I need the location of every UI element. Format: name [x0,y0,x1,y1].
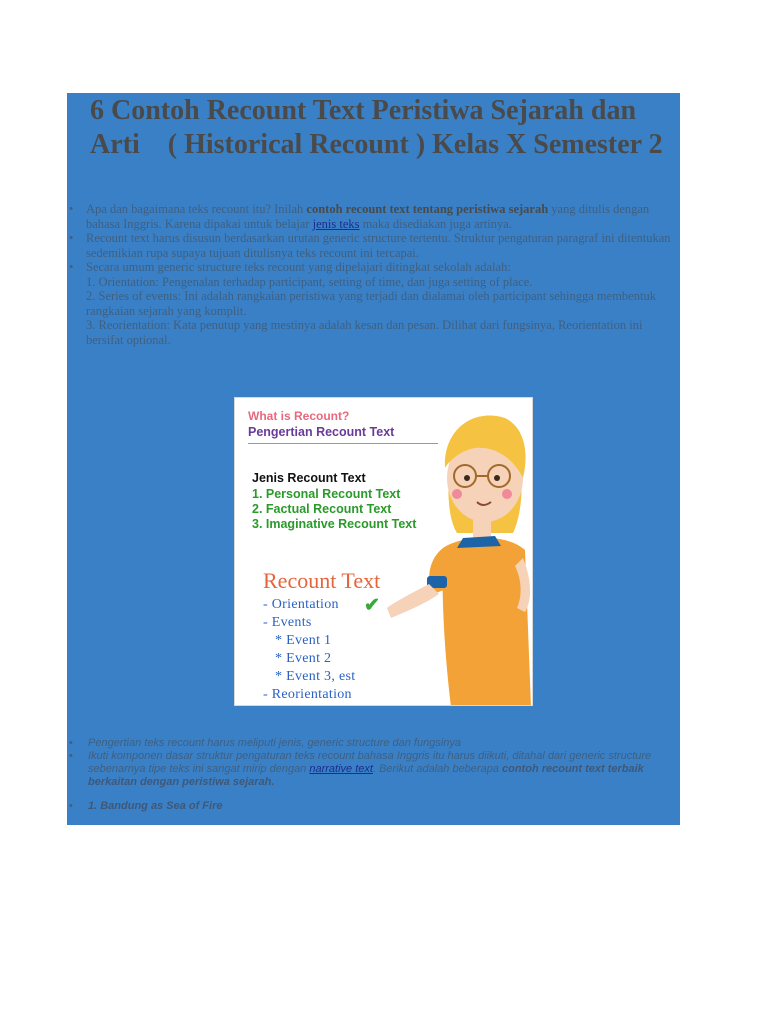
intro-bullet-list [67,202,677,347]
article-bullet-list [67,737,677,813]
bullet-icon: • [69,737,73,749]
bold-text: contoh recount text tentang peristiwa sejarah [306,202,549,216]
list-item [67,750,677,789]
structure-item: - Reorientation [263,687,352,702]
check-icon: ✔ [364,595,380,616]
jenis-item: 3. Imaginative Recount Text [252,517,417,531]
structure-item: * Event 1 [275,633,332,648]
structure-events-item: 2. Series of events: Ini adalah rangkaian peristiwa yang terjadi dan dialamai oleh participant sehingga membentuk rangkaian sejarah yang komplit. [86,289,656,318]
bullet-icon: • [69,800,73,812]
bullet-icon: • [69,260,74,274]
jenis-item: 2. Factual Recount Text [252,502,392,516]
bullet-item [67,260,677,275]
recount-text-infographic [234,397,533,706]
bullet-item [67,231,677,260]
bullet-icon: • [69,231,74,245]
list-item [67,737,677,750]
bullet-text: Apa dan bagaimana teks recount itu? Inilah [86,202,307,216]
structure-item: - Orientation [263,597,339,612]
small-highlight-block [67,710,87,725]
jenis-recount-heading: Jenis Recount Text [252,471,366,485]
list-item-text: . Berikut adalah beberapa [372,763,502,775]
bullet-item [67,202,677,231]
structure-reorientation-item: 3. Reorientation: Kata penutup yang mestinya adalah kesan dan pesan. Dilihat dari fungsinya, Reorientation ini bersifat optional. [86,318,643,347]
bullet-icon: • [69,202,74,216]
structure-item: * Event 2 [275,651,332,666]
bullet-text: Recount text harus disusun berdasarkan urutan generic structure tertentu. Struktur pengaturan paragraf ini ditentukan sedemikian rupa supaya tujuan ditulisnya teks recount ini tercapai. [86,231,671,260]
structure-item: * Event 3, est [275,669,356,684]
list-item-text: Pengertian teks recount harus meliputi jenis, generic structure dan fungsinya [88,737,461,749]
teacher-illustration [385,398,533,706]
subheading-bandung: 1. Bandung as Sea of Fire [88,800,223,812]
what-is-recount-heading: What is Recount? [248,409,350,423]
bullet-text: yang ditulis dengan bahasa Inggris. Karena dipakai untuk belajar [86,202,650,231]
bold-text: contoh recount text terbaik berkaitan dengan peristiwa sejarah. [88,763,644,788]
structure-item: - Events [263,615,312,630]
bullet-icon: • [69,750,73,762]
pengertian-heading: Pengertian Recount Text [248,425,395,439]
list-item [67,800,677,813]
bullet-text: Secara umum generic structure teks recount yang dipelajari ditingkat sekolah adalah: [86,260,511,274]
narrative-text-link[interactable]: narrative text [309,763,373,775]
page-title: 6 Contoh Recount Text Peristiwa Sejarah dan Arti ( Historical Recount ) Kelas X Semester 2 [90,95,663,160]
jenis-item: 1. Personal Recount Text [252,487,401,501]
list-item-text: Ikuti komponen dasar struktur pengaturan teks recount bahasa Inggris itu harus diikuti, ditahal dari generic structure sebenarnya tipe teks ini sangat mirip dengan [88,750,652,775]
jenis-teks-link[interactable]: jenis teks [312,216,360,231]
bullet-text: maka disediakan juga artinya. [359,216,512,231]
recount-text-title: Recount Text [263,568,381,593]
structure-orientation-item: 1. Orientation: Pengenalan terhadap participant, setting of time, dan juga setting of place. [86,274,533,289]
